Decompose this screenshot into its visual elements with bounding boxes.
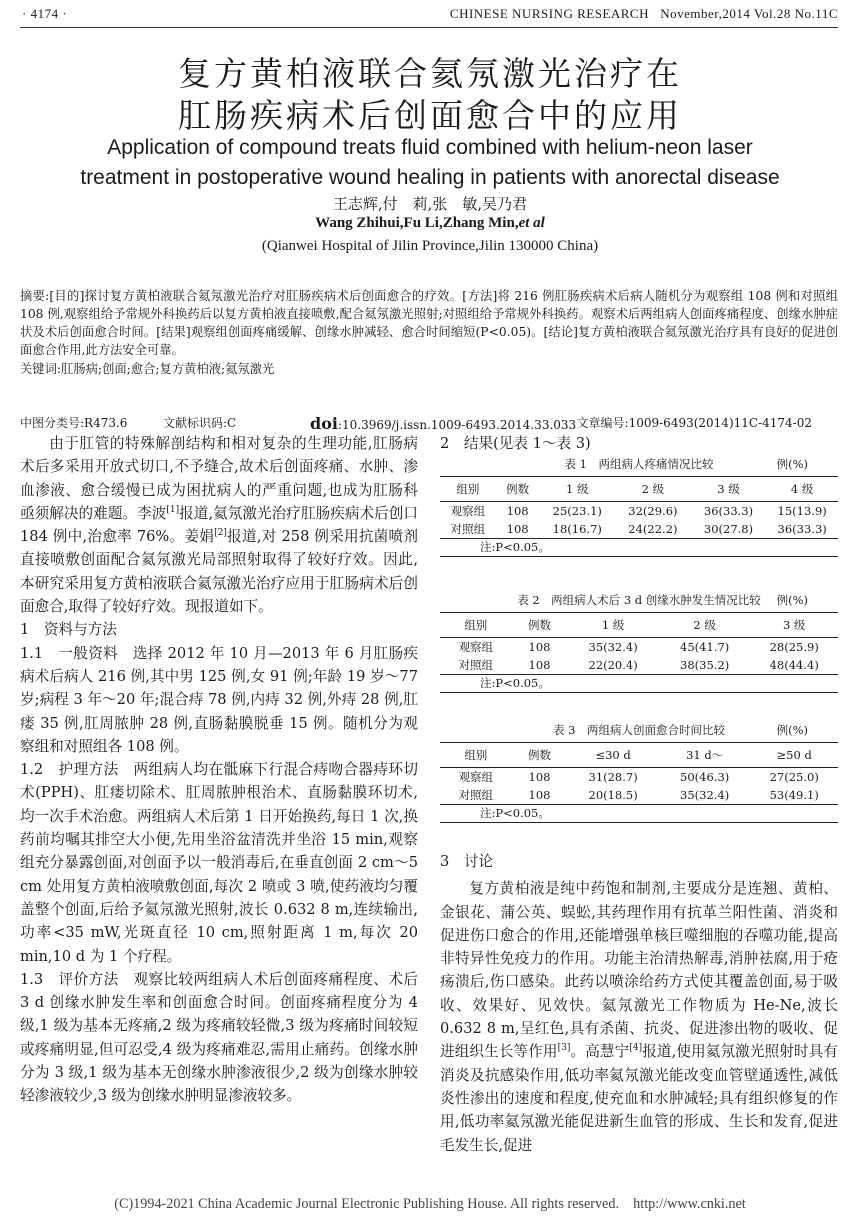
table-3-header: 组别 — [464, 748, 488, 762]
table-3 — [440, 722, 838, 823]
authors-cn: 王志辉,付 莉,张 敏,吴乃君 — [332, 195, 528, 213]
table-3-grid — [440, 742, 838, 805]
table-cell: 50(46.3) — [680, 770, 730, 784]
discussion-text-c: 报道,使用氦氖激光照射时具有消炎及抗感染作用,低功率氦氖激光能改变血管壁通透性,减低炎性渗出的速度和程度,使充血和水肿减轻;具有组织修复的作用,低功率氦氖激光能促进新生血管的形成、生长和发育,促进毛发生长,促进 — [440, 1043, 838, 1154]
section-3-heading: 3 讨论 — [440, 853, 494, 870]
table-row — [440, 786, 838, 805]
table-row — [440, 520, 838, 539]
intro-text-b: 报道,氦氖激光治疗肛肠疾病术后创口 184 例中,治愈率 76%。姜娟 — [20, 504, 418, 546]
table-1-header: 组别 — [456, 482, 480, 496]
journal-header: CHINESE NURSING RESEARCH November,2014 Vol.28 No.11C — [449, 6, 838, 21]
table-cell: 108 — [496, 520, 540, 539]
abstract: 摘要:[目的]探讨复方黄柏液联合氦氖激光治疗对肛肠疾病术后创面愈合的疗效。[方法]将 216 例肛肠疾病术后病人随机分为观察组 108 例和对照组 108 例,观察组给予常规外科换药后以复方黄柏液直接喷敷,配合氦氖激光照射;对照组给予常规外科换药。观察术后两组病人创面疼痛程度、创缘水肿症状及术后创面愈合时间。[结果]观察组创面疼痛缓解、创缘水肿减轻、愈合时间缩短(P<0.05)。[结论]复方黄柏液联合氦氖激光治疗具有良好的促进创面愈合作用,此方法安全可靠。 — [20, 289, 838, 357]
table-2-unit: 例(%) — [776, 593, 808, 607]
table-1-header: 例数 — [506, 482, 530, 496]
table-cell: 22(20.4) — [567, 656, 659, 675]
results-heading: 2 结果(见表 1～表 3) — [440, 435, 591, 452]
doi — [310, 414, 576, 433]
affiliation: (Qianwei Hospital of Jilin Province,Jilin 130000 China) — [261, 238, 599, 254]
table-2-header: 2 级 — [693, 618, 716, 632]
table-cell: 对照组 — [440, 520, 496, 539]
table-cell: 53(49.1) — [750, 786, 838, 805]
table-2-caption — [440, 592, 838, 608]
intro-paragraph — [20, 432, 418, 618]
table-cell: 对照组 — [440, 656, 512, 675]
ref-3: [3] — [557, 1043, 571, 1054]
copyright-footer: (C)1994-2021 China Academic Journal Electronic Publishing House. All rights reserved. http://www.cnki.net — [114, 1196, 746, 1212]
table-3-header: 31 d～ — [686, 748, 724, 762]
table-1 — [440, 456, 838, 557]
left-column — [20, 432, 418, 1108]
table-1-header: 4 级 — [790, 482, 814, 496]
table-cell: 观察组 — [458, 640, 494, 654]
table-cell: 32(29.6) — [628, 504, 678, 518]
ref-4: [4] — [629, 1043, 643, 1054]
section-1-heading: 1 资料与方法 — [20, 621, 117, 639]
authors-en-names: Wang Zhihui,Fu Li,Zhang Min, — [315, 215, 519, 231]
page-number: · 4174 · — [22, 6, 68, 21]
table-1-title: 表 1 两组病人疼痛情况比较 — [564, 457, 714, 471]
discussion-text-a: 复方黄柏液是纯中药饱和制剂,主要成分是连翘、黄柏、金银花、蒲公英、蜈蚣,其药理作用有抗革兰阳性菌、消炎和促进伤口愈合的作用,还能增强单核巨噬细胞的吞噬功能,提高非特异性免疫力的作用。功能主治清热解毒,消肿祛腐,用于疮疡溃后,伤口感染。此药以喷涂给药方式使其覆盖创面,易于吸收、效果好、见效快。氦氖激光工作物质为 He-Ne,波长 0.632 8 m,呈红色,具有杀菌、抗炎、促进渗出物的吸收、促进组织生长等作用 — [440, 880, 838, 1061]
table-3-caption — [440, 722, 838, 738]
title-en-line-2: treatment in postoperative wound healing in patients with anorectal disease — [80, 166, 780, 189]
table-cell: 对照组 — [440, 786, 512, 805]
section-1-2: 1.2 护理方法 两组病人均在骶麻下行混合痔吻合器痔环切术(PPH)、肛瘘切除术、肛周脓肿根治术、直肠黏膜环切术,均一次手术治愈。两组病人术后第 1 日开始换药,每日 1 次,换药前均嘱其排空大小便,先用坐浴盆清洗并坐浴 15 min,观察组充分暴露创面,对创面予以一般消毒后,在垂直创面 2 cm～5 cm 处用复方黄柏液喷敷创面,每次 2 喷或 3 喷,使药液均匀覆盖整个创面,后给予氦氖激光照射,波长 0.632 8 m,连续输出,功率<35 mW,光斑直径 10 cm,照射距离 1 m,每次 20 min,10 d 为 1 个疗程。 — [20, 761, 418, 965]
table-cell: 31(28.7) — [588, 770, 638, 784]
table-3-note: 注:P<0.05。 — [440, 805, 838, 823]
intro-text-c: 报道,对 258 例采用抗菌喷剂直接喷敷创面配合氦氖激光局部照射取得了较好疗效。因此,本研究采用复方黄柏液联合氦氖激光治疗应用于肛肠病术后创面愈合,取得了较好疗效。现报道如下。 — [20, 528, 418, 616]
ref-2: [2] — [214, 528, 227, 539]
ref-1: [1] — [166, 505, 180, 516]
table-cell: 108 — [528, 770, 551, 784]
doc-code: 文献标识码:C — [163, 416, 237, 430]
keywords: 关键词:肛肠病;创面;愈合;复方黄柏液;氦氖激光 — [20, 362, 275, 376]
table-2-note: 注:P<0.05。 — [440, 675, 838, 693]
header-rule — [20, 27, 838, 28]
table-cell: 108 — [512, 656, 568, 675]
clc-number: 中图分类号:R473.6 — [20, 416, 128, 430]
table-2-header: 例数 — [527, 618, 551, 632]
table-3-header-row — [440, 743, 838, 768]
table-cell: 30(27.8) — [691, 520, 767, 539]
discussion-paragraph — [440, 877, 838, 1157]
discussion-text-b: 。高慧宁 — [570, 1043, 630, 1061]
table-1-header: 2 级 — [641, 482, 665, 496]
table-cell: 18(16.7) — [539, 520, 615, 539]
table-3-header: ≥50 d — [776, 748, 812, 762]
table-cell: 45(41.7) — [680, 640, 730, 654]
section-1-3: 1.3 评价方法 观察比较两组病人术后创面疼痛程度、术后 3 d 创缘水肿发生率和创面愈合时间。创面疼痛程度分为 4 级,1 级为基本无疼痛,2 级为疼痛较轻微,3 级为疼痛时间较短或疼痛明显,但可忍受,4 级为疼痛难忍,需用止痛药。创缘水肿分为 3 级,1 级为基本无创缘水肿渗液很少,2 级为创缘水肿较轻渗液较少,3 级为创缘水肿明显渗液较多。 — [20, 970, 418, 1105]
table-2-header: 组别 — [464, 618, 488, 632]
table-cell: 25(23.1) — [552, 504, 602, 518]
authors-en-etal: et al — [518, 215, 545, 231]
table-2-header: 1 级 — [601, 618, 625, 632]
table-2 — [440, 592, 838, 693]
doi-label: doi — [310, 414, 338, 433]
article-number: 文章编号:1009-6493(2014)11C-4174-02 — [576, 416, 812, 430]
table-row — [440, 502, 838, 521]
table-1-header: 3 级 — [717, 482, 740, 496]
intro-text-a: 由于肛管的特殊解剖结构和相对复杂的生理功能,肛肠病术后多采用开放式切口,不予缝合,故术后创面疼痛、水肿、渗血渗液、愈合缓慢已成为困扰病人的严重问题,也成为肛肠科亟须解决的难题。李波 — [20, 435, 418, 522]
table-3-header: ≤30 d — [595, 748, 631, 762]
table-cell: 36(33.3) — [766, 520, 838, 539]
table-row — [440, 768, 838, 787]
table-cell: 观察组 — [450, 504, 486, 518]
table-2-title: 表 2 两组病人术后 3 d 创缘水肿发生情况比较 — [517, 593, 761, 607]
table-cell: 20(18.5) — [567, 786, 659, 805]
table-cell: 108 — [506, 504, 529, 518]
table-cell: 观察组 — [458, 770, 494, 784]
table-2-grid — [440, 612, 838, 675]
doi-value: :10.3969/j.issn.1009-6493.2014.33.033 — [337, 418, 577, 432]
table-1-note: 注:P<0.05。 — [440, 539, 838, 557]
authors-en — [0, 215, 860, 232]
table-cell: 48(44.4) — [750, 656, 838, 675]
table-3-title: 表 3 两组病人创面愈合时间比较 — [553, 723, 725, 737]
table-cell: 38(35.2) — [659, 656, 751, 675]
table-cell: 27(25.0) — [769, 770, 819, 784]
table-1-header: 1 级 — [566, 482, 589, 496]
table-3-header: 例数 — [527, 748, 551, 762]
title-cn-line-2: 肛肠疾病术后创面愈合中的应用 — [178, 96, 682, 135]
table-cell: 35(32.4) — [588, 640, 638, 654]
section-1-1: 1.1 一般资料 选择 2012 年 10 月—2013 年 6 月肛肠疾病术后病人 216 例,其中男 125 例,女 91 例;年龄 19 岁～77 岁;病程 3 年～20 年;混合痔 78 例,内痔 32 例,外痔 28 例,肛瘘 35 例,肛周脓肿 28 例,直肠黏膜脱垂 15 例。随机分为观察组和对照组各 108 例。 — [20, 644, 418, 755]
table-3-unit: 例(%) — [776, 723, 808, 737]
table-cell: 36(33.3) — [703, 504, 754, 518]
table-cell: 28(25.9) — [769, 640, 819, 654]
title-cn-line-1: 复方黄柏液联合氦氖激光治疗在 — [178, 54, 682, 93]
table-1-header-row — [440, 477, 838, 502]
table-row — [440, 638, 838, 657]
table-cell: 108 — [512, 786, 568, 805]
table-2-header: 3 级 — [782, 618, 806, 632]
table-1-caption — [440, 456, 838, 472]
table-cell: 108 — [528, 640, 551, 654]
table-cell: 24(22.2) — [615, 520, 691, 539]
table-2-header-row — [440, 613, 838, 638]
article-meta — [20, 414, 838, 432]
discussion — [440, 850, 838, 1157]
table-1-grid — [440, 476, 838, 539]
table-1-unit: 例(%) — [776, 457, 808, 471]
table-row — [440, 656, 838, 675]
title-en-line-1: Application of compound treats fluid combined with helium-neon laser — [107, 136, 753, 159]
table-cell: 35(32.4) — [659, 786, 751, 805]
table-cell: 15(13.9) — [777, 504, 827, 518]
